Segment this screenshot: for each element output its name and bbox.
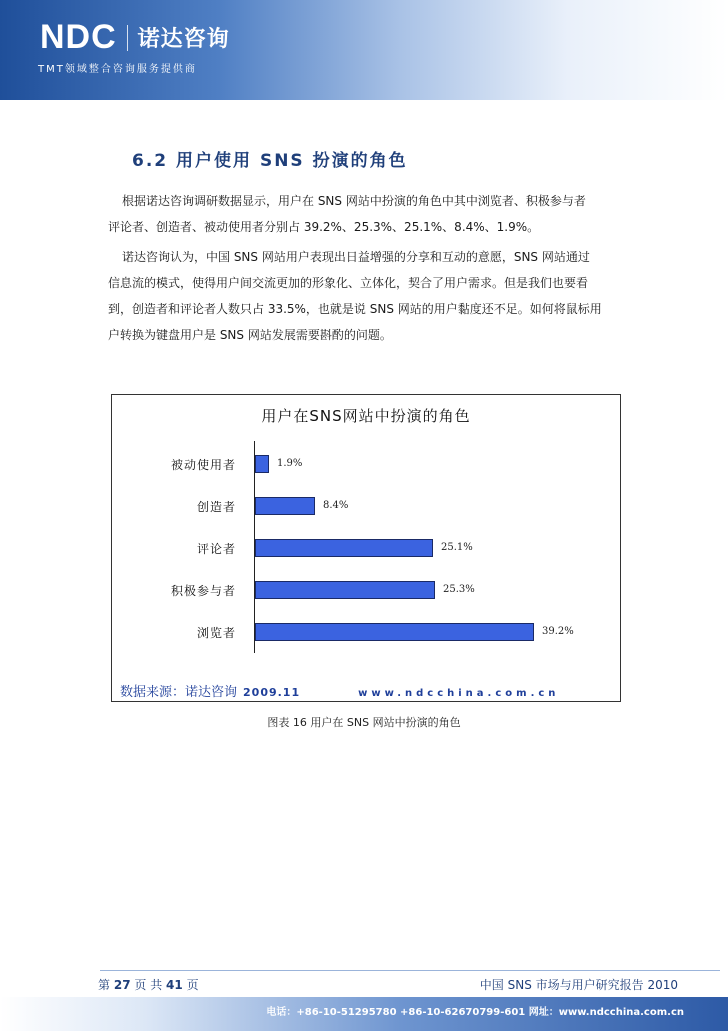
page-header xyxy=(0,0,728,100)
company-tagline: TMT领域整合咨询服务提供商 xyxy=(38,64,197,75)
current-page: 27 xyxy=(113,978,131,992)
text-line: 到，创造者和评论者人数只占 33.5%，也就是说 SNS 网站的用户黏度还不足。如何将鼠标用 xyxy=(108,302,602,316)
section-heading: 6.2 用户使用 SNS 扮演的角色 xyxy=(132,151,408,171)
chart-bar xyxy=(255,623,534,641)
page-prefix: 第 xyxy=(98,978,111,992)
figure-caption: 图表 16 用户在 SNS 网站中扮演的角色 xyxy=(267,716,461,729)
logo-text-en: NDC xyxy=(40,18,117,56)
chart-bar xyxy=(255,581,435,599)
text-line: 评论者、创造者、被动使用者分别占 39.2%、25.3%、25.1%、8.4%、1.9%。 xyxy=(108,220,540,234)
chart-category-label: 评论者 xyxy=(196,542,236,556)
footer-contact: 电话：+86-10-51295780 +86-10-62670799-601 网址：www.ndcchina.com.cn xyxy=(266,1007,684,1018)
text-line: 户转换为键盘用户是 SNS 网站发展需要斟酌的问题。 xyxy=(108,328,392,342)
source-label: 数据来源：诺达咨询 xyxy=(120,685,238,700)
footer-divider xyxy=(100,970,720,971)
chart-bar xyxy=(255,497,315,515)
chart-data-label: 25.1% xyxy=(441,542,473,553)
logo-text-cn: 诺达咨询 xyxy=(137,27,230,52)
chart-data-label: 25.3% xyxy=(443,584,475,595)
company-logo xyxy=(40,18,230,57)
paragraph-1 xyxy=(0,188,728,240)
chart-data-label: 39.2% xyxy=(542,626,574,637)
chart-bar xyxy=(255,539,433,557)
chart-data-label: 1.9% xyxy=(277,458,303,469)
text-line: 信息流的模式，使得用户间交流更加的形象化、立体化，契合了用户需求。但是我们也要看 xyxy=(108,276,589,290)
chart-plot-area xyxy=(254,441,614,653)
chart-bar xyxy=(255,455,269,473)
page-suffix: 页 xyxy=(186,978,199,992)
paragraph-2 xyxy=(0,244,728,348)
source-website: www.ndcchina.com.cn xyxy=(358,688,560,699)
text-line: 根据诺达咨询调研数据显示，用户在 SNS 网站中扮演的角色中其中浏览者、积极参与者 xyxy=(122,194,586,208)
chart-source xyxy=(120,681,559,700)
chart-title: 用户在SNS网站中扮演的角色 xyxy=(261,407,471,425)
source-date: 2009.11 xyxy=(243,686,301,699)
report-title: 中国 SNS 市场与用户研究报告 2010 xyxy=(479,978,678,992)
page-number xyxy=(98,976,199,993)
chart-category-label: 积极参与者 xyxy=(170,584,236,598)
chart-category-label: 创造者 xyxy=(196,500,236,514)
chart-data-label: 8.4% xyxy=(323,500,349,511)
total-pages: 41 xyxy=(166,978,183,992)
chart-category-label: 浏览者 xyxy=(196,626,236,640)
chart-category-label: 被动使用者 xyxy=(170,458,236,472)
bar-chart xyxy=(111,394,621,702)
logo-divider xyxy=(127,25,128,51)
page-middle: 页 共 xyxy=(134,978,163,992)
text-line: 诺达咨询认为，中国 SNS 网站用户表现出日益增强的分享和互动的意愿，SNS 网站通过 xyxy=(122,250,590,264)
